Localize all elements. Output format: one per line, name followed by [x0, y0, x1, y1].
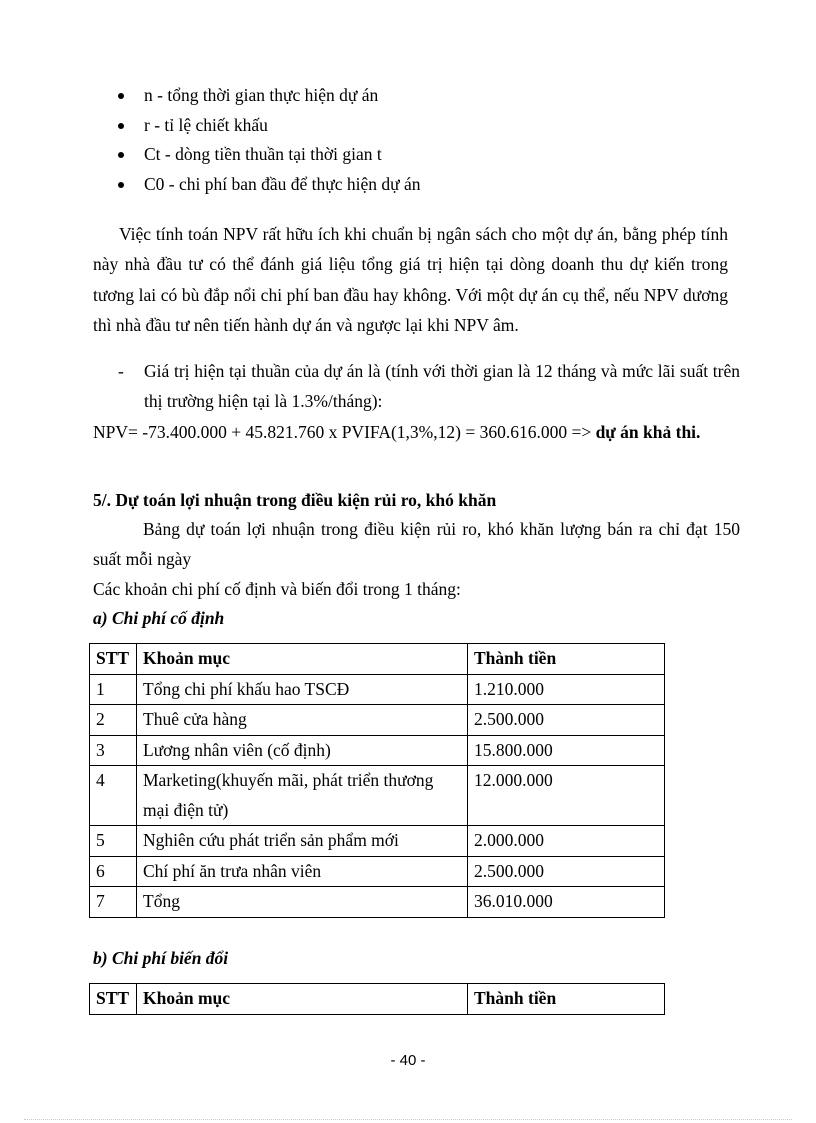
header-stt: STT	[90, 984, 137, 1015]
list-item-text: Ct - dòng tiền thuần tại thời gian t	[144, 144, 382, 165]
header-amount: Thành tiền	[468, 984, 665, 1015]
cell-item: Tổng chi phí khấu hao TSCĐ	[137, 674, 468, 705]
table-total-row	[90, 887, 665, 918]
variable-costs-heading: b) Chi phí biến đổi	[93, 948, 229, 968]
page-number: - 40 -	[390, 1052, 426, 1069]
table-header-row	[90, 984, 665, 1015]
cell-stt: 3	[90, 735, 137, 766]
table-header-row	[90, 644, 665, 675]
cell-stt: 7	[90, 887, 137, 918]
cell-item: Lương nhân viên (cố định)	[137, 735, 468, 766]
table-row	[90, 856, 665, 887]
cell-stt: 6	[90, 856, 137, 887]
page-bottom-divider	[24, 1119, 792, 1120]
cell-amount: 2.500.000	[468, 856, 665, 887]
cell-item: Chí phí ăn trưa nhân viên	[137, 856, 468, 887]
cell-amount: 2.500.000	[468, 705, 665, 736]
cell-amount: 2.000.000	[468, 826, 665, 857]
cell-amount: 15.800.000	[468, 735, 665, 766]
fixed-costs-heading: a) Chi phí cố định	[93, 608, 225, 628]
cell-stt: 4	[90, 766, 137, 826]
bullet-icon	[118, 93, 124, 99]
npv-conclusion: dự án khả thi.	[595, 422, 701, 442]
cost-intro-line: Các khoản chi phí cố định và biến đổi trong 1 tháng:	[93, 579, 461, 599]
cell-item: Thuê cửa hàng	[137, 705, 468, 736]
variable-costs-table	[89, 983, 665, 1015]
header-item: Khoản mục	[137, 644, 468, 675]
section-description: Bảng dự toán lợi nhuận trong điều kiện rủi ro, khó khăn lượng bán ra chỉ đạt 150 suất mỗi ngày	[93, 519, 740, 569]
npv-formula-expression: NPV= -73.400.000 + 45.821.760 x PVIFA(1,3%,12) = 360.616.000 =>	[93, 422, 596, 442]
cell-amount: 36.010.000	[468, 887, 665, 918]
cell-item: Tổng	[137, 887, 468, 918]
bullet-icon	[118, 152, 124, 158]
npv-explanation-paragraph: Việc tính toán NPV rất hữu ích khi chuẩn bị ngân sách cho một dự án, bằng phép tính này nhà đầu tư có thể đánh giá liệu tổng giá trị hiện tại dòng doanh thu dự kiến trong tương lai có bù đắp nổi chi phí ban đầu hay không. Với một dự án cụ thể, nếu NPV dương thì nhà đầu tư nên tiến hành dự án và ngược lại khi NPV âm.	[93, 224, 728, 335]
section-heading: 5/. Dự toán lợi nhuận trong điều kiện rủi ro, khó khăn	[93, 490, 497, 510]
list-item-text: C0 - chi phí ban đầu để thực hiện dự án	[144, 174, 421, 195]
fixed-costs-table	[89, 643, 665, 918]
cell-stt: 2	[90, 705, 137, 736]
cell-stt: 5	[90, 826, 137, 857]
bullet-icon	[118, 182, 124, 188]
table-row	[90, 735, 665, 766]
cell-item: Marketing(khuyến mãi, phát triển thương mại điện tử)	[137, 766, 468, 826]
list-item-text: r - tỉ lệ chiết khấu	[144, 114, 268, 135]
header-stt: STT	[90, 644, 137, 675]
cell-item: Nghiên cứu phát triển sản phẩm mới	[137, 826, 468, 857]
cell-amount: 12.000.000	[468, 766, 665, 826]
header-item: Khoản mục	[137, 984, 468, 1015]
header-amount: Thành tiền	[468, 644, 665, 675]
list-item-text: n - tổng thời gian thực hiện dự án	[144, 85, 379, 105]
table-row	[90, 766, 665, 826]
npv-result-text: Giá trị hiện tại thuần của dự án là (tính với thời gian là 12 tháng và mức lãi suất trên thị trường hiện tại là 1.3%/tháng):	[144, 361, 740, 411]
cell-amount: 1.210.000	[468, 674, 665, 705]
table-row	[90, 674, 665, 705]
table-row	[90, 705, 665, 736]
dash-marker: -	[118, 361, 124, 381]
npv-formula	[93, 417, 733, 448]
table-row	[90, 826, 665, 857]
cell-stt: 1	[90, 674, 137, 705]
bullet-icon	[118, 123, 124, 129]
